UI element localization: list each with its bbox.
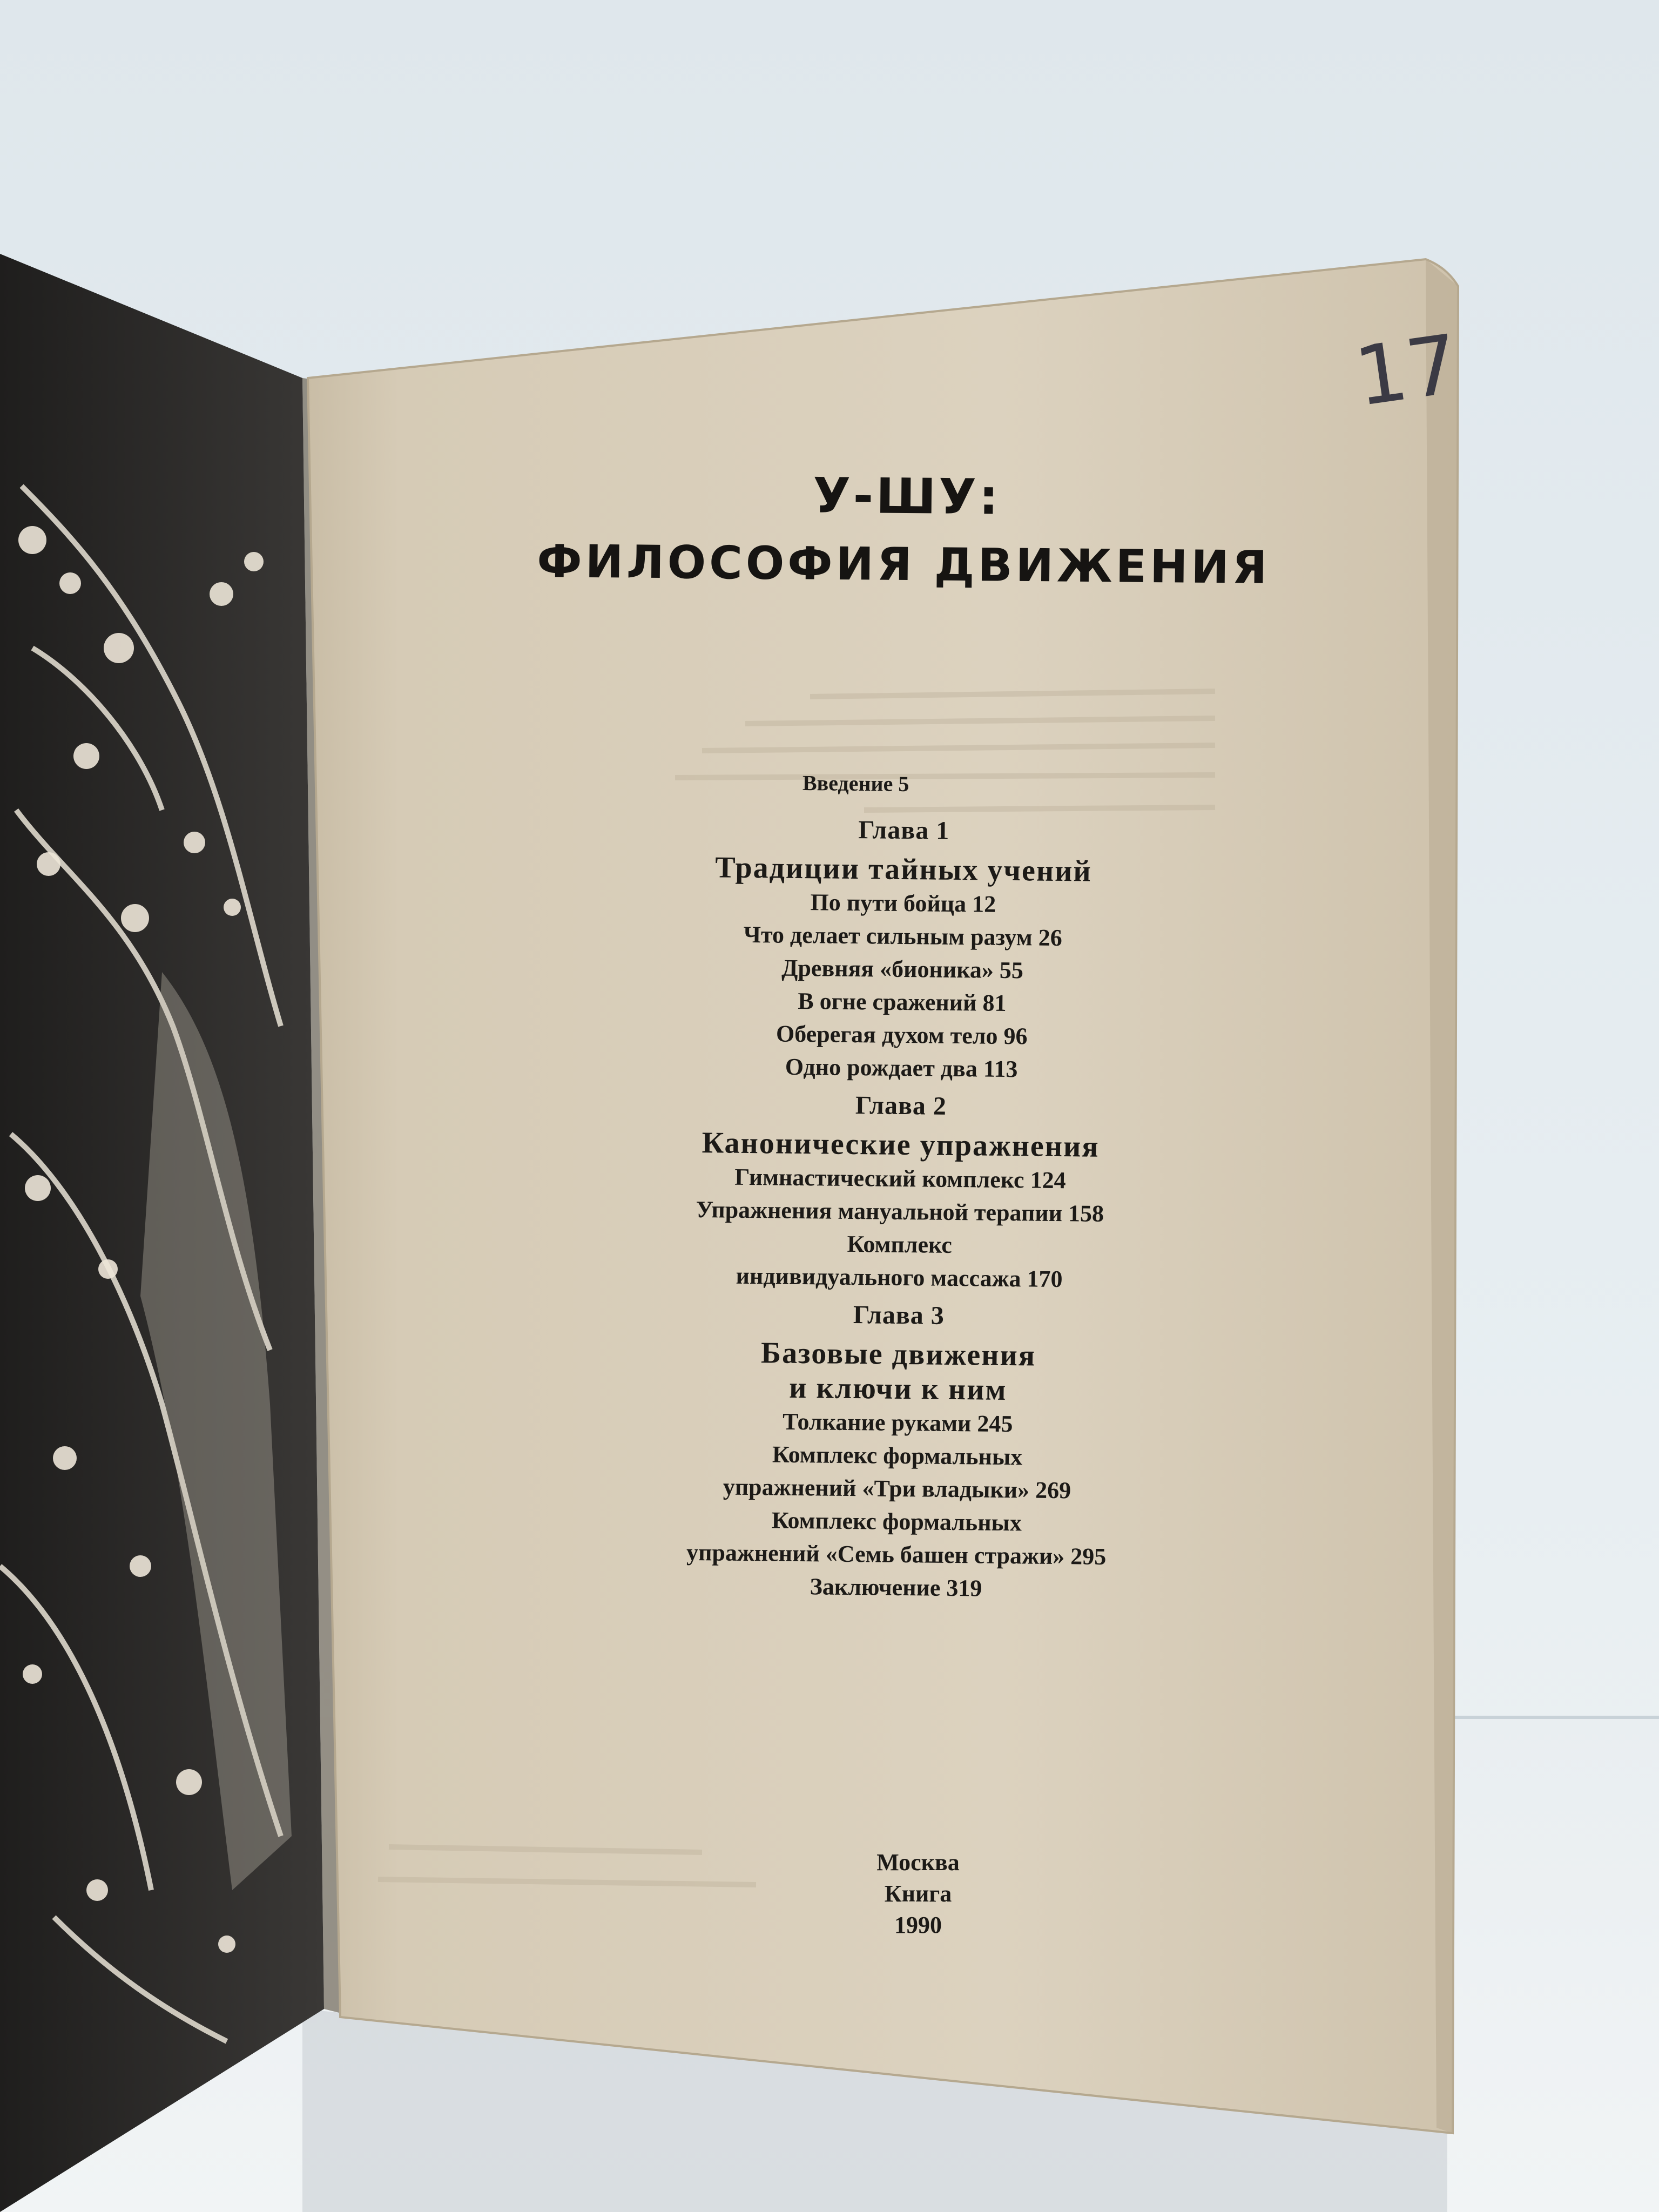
toc-intro: Введение 5: [802, 771, 909, 797]
title-line-1: У-ШУ:: [812, 467, 1002, 526]
imprint-year: 1990: [894, 1912, 942, 1938]
toc-entry: Комплекс формальных: [771, 1507, 1022, 1536]
toc-entry: Упражнения мануальной терапии 158: [696, 1196, 1104, 1227]
chapter-title: Канонические упражнения: [702, 1126, 1100, 1164]
chapter-title: Традиции тайных учений: [714, 851, 1092, 888]
imprint-city: Москва: [876, 1849, 960, 1876]
toc-entry: Толкание руками 245: [782, 1408, 1013, 1438]
chapter-heading: Глава 2: [855, 1091, 947, 1121]
title-line-2: ФИЛОСОФИЯ ДВИЖЕНИЯ: [536, 535, 1271, 594]
imprint: [648, 1847, 1188, 1941]
toc-entry: Оберегая духом тело 96: [775, 1020, 1028, 1050]
toc-entry: индивидуального массажа 170: [736, 1262, 1063, 1293]
toc-entry: Что делает сильным разум 26: [743, 921, 1062, 952]
toc-entry: упражнений «Семь башен стражи» 295: [686, 1539, 1107, 1570]
toc-entry: Древняя «бионика» 55: [781, 954, 1024, 984]
chapter-heading: Глава 3: [853, 1300, 945, 1330]
chapter-title: и ключи к ним: [788, 1371, 1007, 1407]
handwritten-mark: 17: [1349, 317, 1465, 425]
toc-entry: Одно рождает два 113: [785, 1053, 1018, 1083]
table-of-contents: [369, 761, 1431, 1609]
toc-entry: Заключение 319: [810, 1573, 982, 1602]
toc-entry: Комплекс формальных: [772, 1441, 1023, 1471]
toc-entry: В огне сражений 81: [798, 987, 1007, 1016]
toc-entry: Комплекс: [847, 1230, 953, 1258]
toc-entry: По пути бойца 12: [810, 889, 996, 918]
toc-entry: Гимнастический комплекс 124: [734, 1163, 1066, 1194]
toc-entry: упражнений «Три владыки» 269: [723, 1473, 1071, 1504]
imprint-publisher: Книга: [884, 1880, 952, 1907]
book-title: [377, 460, 1431, 604]
chapter-title: Базовые движения: [760, 1336, 1036, 1373]
chapter-heading: Глава 1: [858, 815, 950, 845]
